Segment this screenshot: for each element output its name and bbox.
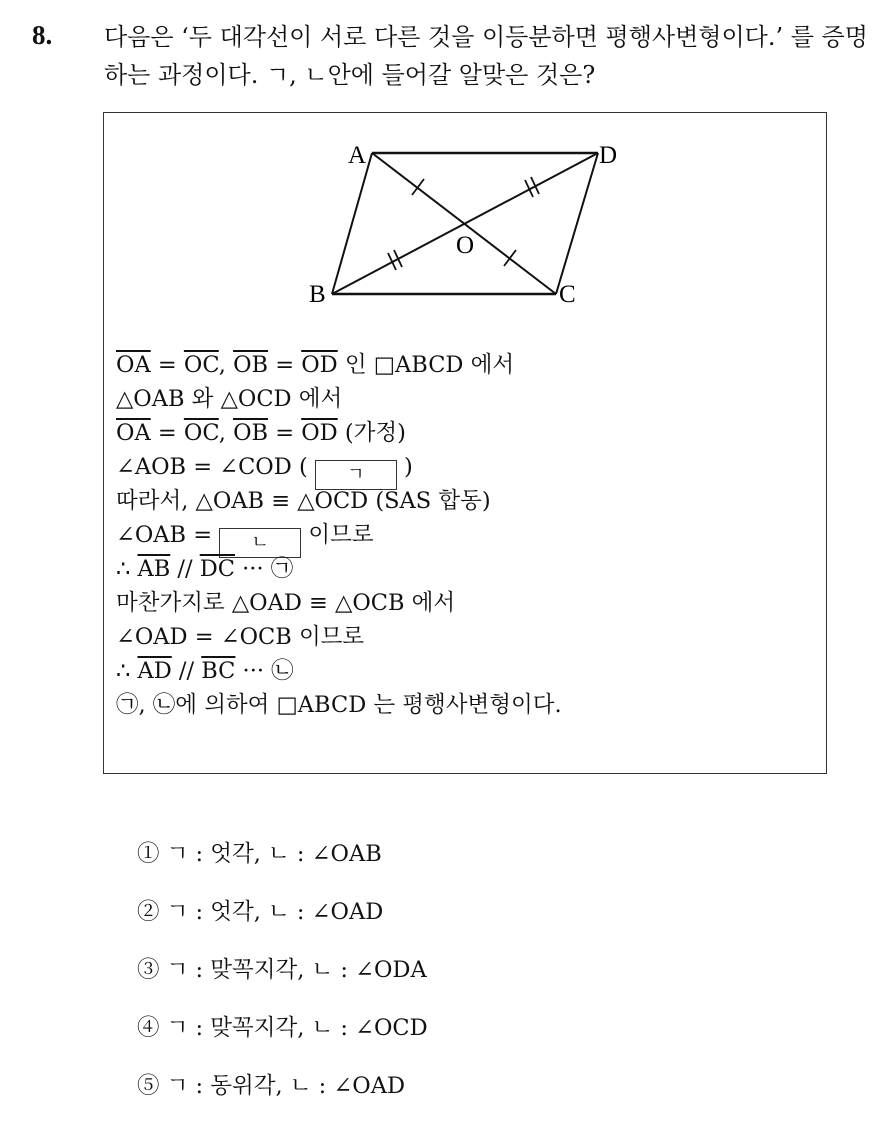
proof-line-10: ∴ $\overline{AD} // \overline{BC}$ ··· ㉡ [116,658,294,684]
diagonal-bd [332,153,598,294]
seg-oa: $\overline{OA}$ [116,352,151,378]
proof-line-11: ㉠, ㉡에 의하여 □ABCD 는 평행사변형이다. [116,692,562,718]
choice-4[interactable]: ④ ㄱ : 맞꼭지각, ㄴ : ∠OCD [137,1015,428,1041]
question-number: 8. [32,20,53,50]
proof-line-9: ∠OAD = ∠OCB 이므로 [116,624,365,650]
label-a: A [348,142,367,169]
proof-line-3: $\overline{OA} = \overline{OC}$, $\overline{OB} = \overline{OD}$ (가정) [116,420,406,446]
proof-box [103,112,827,774]
side-ab [332,153,372,294]
seg-oc: $\overline{OC}$ [183,352,219,378]
proof-line-7: ∴ $\overline{AB} // \overline{DC}$ ··· ㉠ [116,556,294,582]
label-b: B [309,281,326,308]
label-c: C [559,281,576,308]
proof-line-8: 마찬가지로 △OAD ≡ △OCB 에서 [116,590,456,616]
choice-1[interactable]: ① ㄱ : 엇각, ㄴ : ∠OAB [137,841,382,867]
blank-nieun: ㄴ [219,528,301,558]
seg-ob: $\overline{OB}$ [233,352,269,378]
proof-line-2: △OAB 와 △OCD 에서 [116,386,343,412]
choice-2[interactable]: ② ㄱ : 엇각, ㄴ : ∠OAD [137,899,384,925]
tick-oc [504,250,516,266]
question-text: 다음은 ‘두 대각선이 서로 다른 것을 이등분하면 평행사변형이다.’ 를 증명하는 과정이다. ㄱ, ㄴ안에 들어갈 알맞은 것은? [104,23,868,89]
choice-5[interactable]: ⑤ ㄱ : 동위각, ㄴ : ∠OAD [137,1073,405,1099]
answer-choices [137,836,428,1126]
label-d: D [599,142,618,169]
proof-line-6: ∠OAB = ㄴ 이므로 [116,518,562,552]
seg-od: $\overline{OD}$ [301,352,338,378]
label-o: O [456,232,475,259]
proof-line-4: ∠AOB = ∠COD ( ㄱ ) [116,450,562,484]
parallelogram-figure [104,113,828,313]
blank-giyeok: ㄱ [315,460,397,490]
proof-text [116,348,562,722]
choice-3[interactable]: ③ ㄱ : 맞꼭지각, ㄴ : ∠ODA [137,957,427,983]
proof-line-1: $\overline{OA} = \overline{OC}$, $\overline{OB} = \overline{OD}$ 인 □ABCD 에서 [116,352,515,378]
proof-line-5: 따라서, △OAB ≡ △OCD (SAS 합동) [116,488,491,514]
side-dc [556,153,598,294]
